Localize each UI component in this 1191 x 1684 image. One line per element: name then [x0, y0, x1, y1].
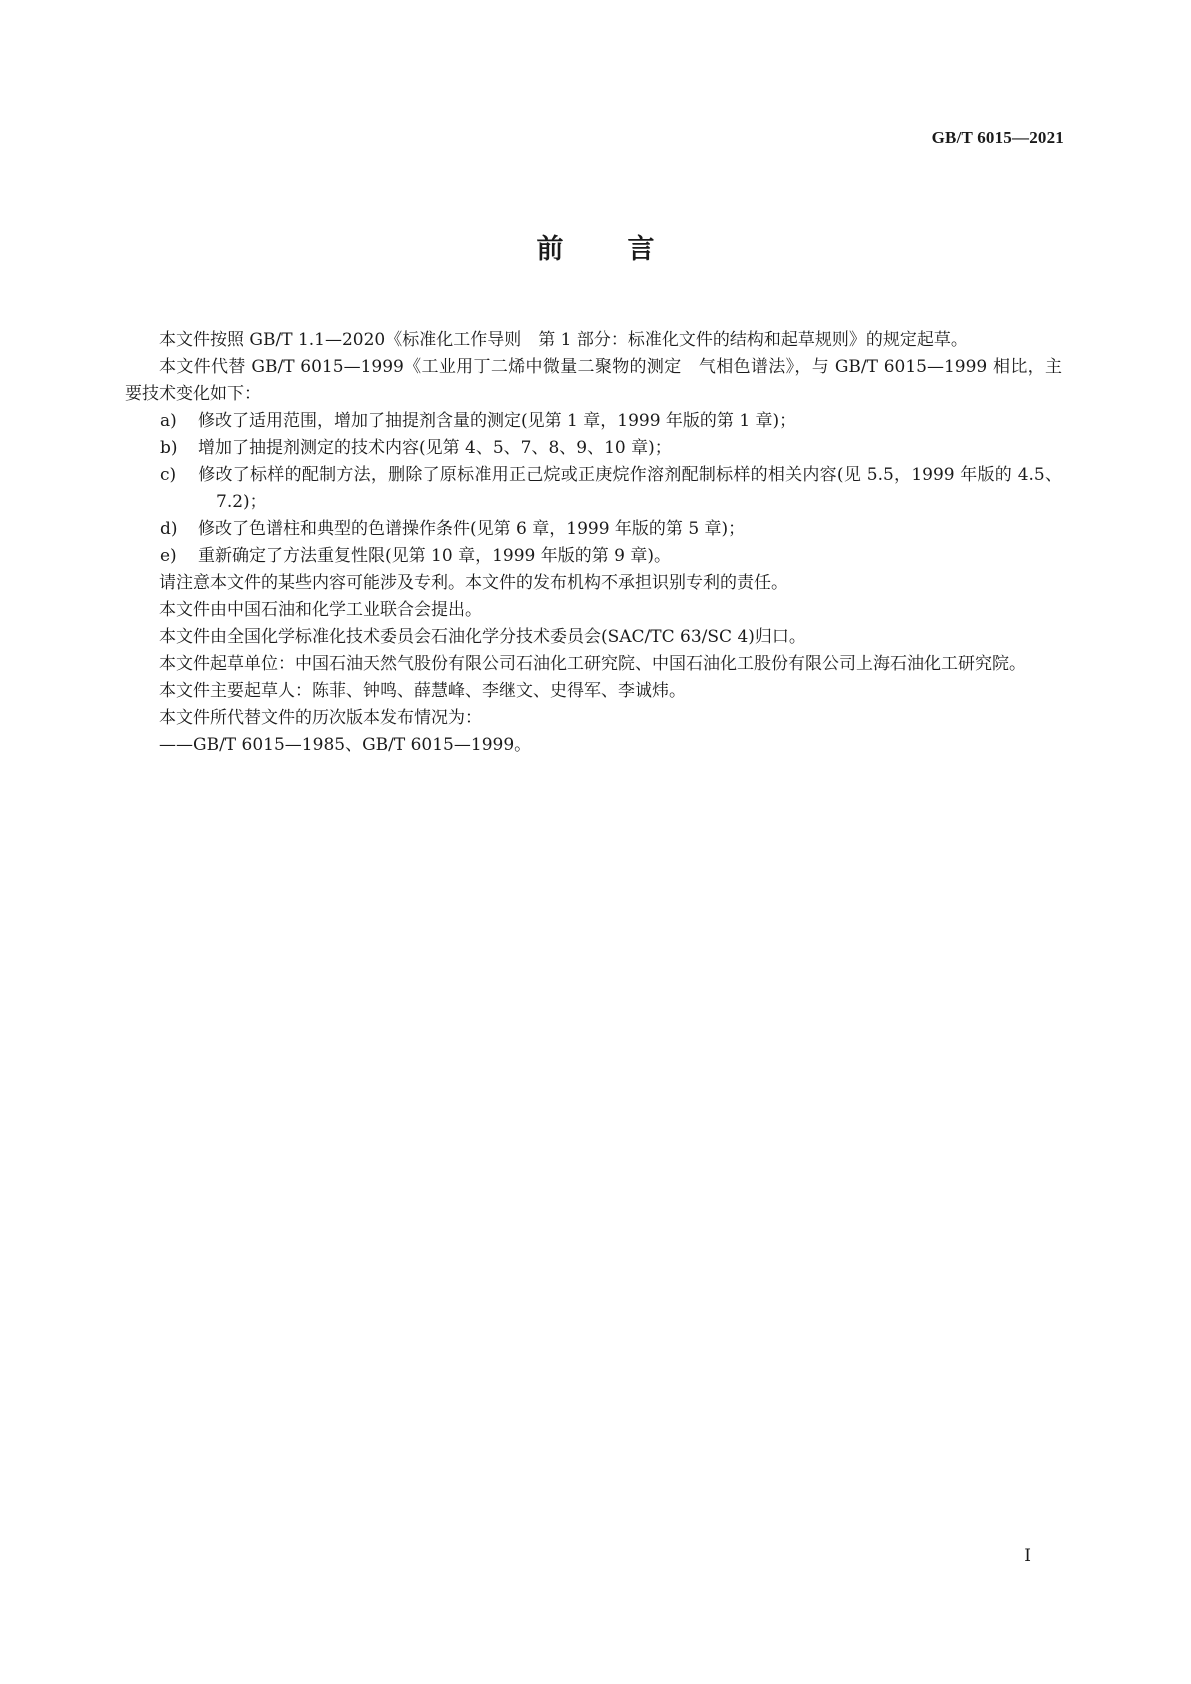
change-text: 修改了适用范围，增加了抽提剂含量的测定(见第 1 章，1999 年版的第 1 章)； — [198, 411, 797, 431]
paragraph-proposer: 本文件由中国石油和化学工业联合会提出。 — [159, 600, 482, 620]
paragraph-technical-committee: 本文件由全国化学标准化技术委员会石油化学分技术委员会(SAC/TC 63/SC 4)归口。 — [159, 627, 806, 647]
change-text: 增加了抽提剂测定的技术内容(见第 4、5、7、8、9、10 章)； — [198, 438, 672, 458]
change-text: 重新确定了方法重复性限(见第 10 章，1999 年版的第 9 章)。 — [198, 546, 671, 566]
change-marker: d) — [160, 519, 178, 539]
paragraph-drafting-rules: 本文件按照 GB/T 1.1—2020《标准化工作导则 第 1 部分：标准化文件的结构和起草规则》的规定起草。 — [159, 330, 968, 350]
change-text: 修改了标样的配制方法，删除了原标准用正己烷或正庚烷作溶剂配制标样的相关内容(见 5.5，1999 年版的 4.5、7.2)； — [198, 465, 1062, 512]
change-marker: a) — [160, 411, 177, 431]
history-line: ——GB/T 6015—1985、GB/T 6015—1999。 — [159, 735, 532, 755]
foreword-body — [125, 327, 1062, 759]
change-item — [125, 408, 1062, 435]
paragraph-patent-notice: 请注意本文件的某些内容可能涉及专利。本文件的发布机构不承担识别专利的责任。 — [159, 573, 788, 593]
paragraph-drafters: 本文件主要起草人：陈菲、钟鸣、薛慧峰、李继文、史得军、李诚炜。 — [159, 681, 686, 701]
page-title — [0, 227, 1191, 266]
document-code: GB/T 6015—2021 — [931, 128, 1064, 147]
paragraph-drafting-units: 本文件起草单位：中国石油天然气股份有限公司石油化工研究院、中国石油化工股份有限公司上海石油化工研究院。 — [159, 654, 1026, 674]
page-number: I — [1024, 1546, 1031, 1566]
change-text: 修改了色谱柱和典型的色谱操作条件(见第 6 章，1999 年版的第 5 章)； — [198, 519, 746, 539]
change-item — [125, 543, 1062, 570]
paragraph-replacement: 本文件代替 GB/T 6015—1999《工业用丁二烯中微量二聚物的测定 气相色谱法》，与 GB/T 6015—1999 相比，主要技术变化如下： — [125, 357, 1062, 404]
change-marker: b) — [160, 438, 178, 458]
change-marker: e) — [160, 546, 177, 566]
change-item — [125, 462, 1062, 516]
change-marker: c) — [160, 465, 177, 485]
title-char-2: 言 — [627, 234, 655, 265]
title-char-1: 前 — [536, 234, 564, 265]
paragraph-history-intro: 本文件所代替文件的历次版本发布情况为： — [159, 708, 482, 728]
change-item — [125, 516, 1062, 543]
change-item — [125, 435, 1062, 462]
